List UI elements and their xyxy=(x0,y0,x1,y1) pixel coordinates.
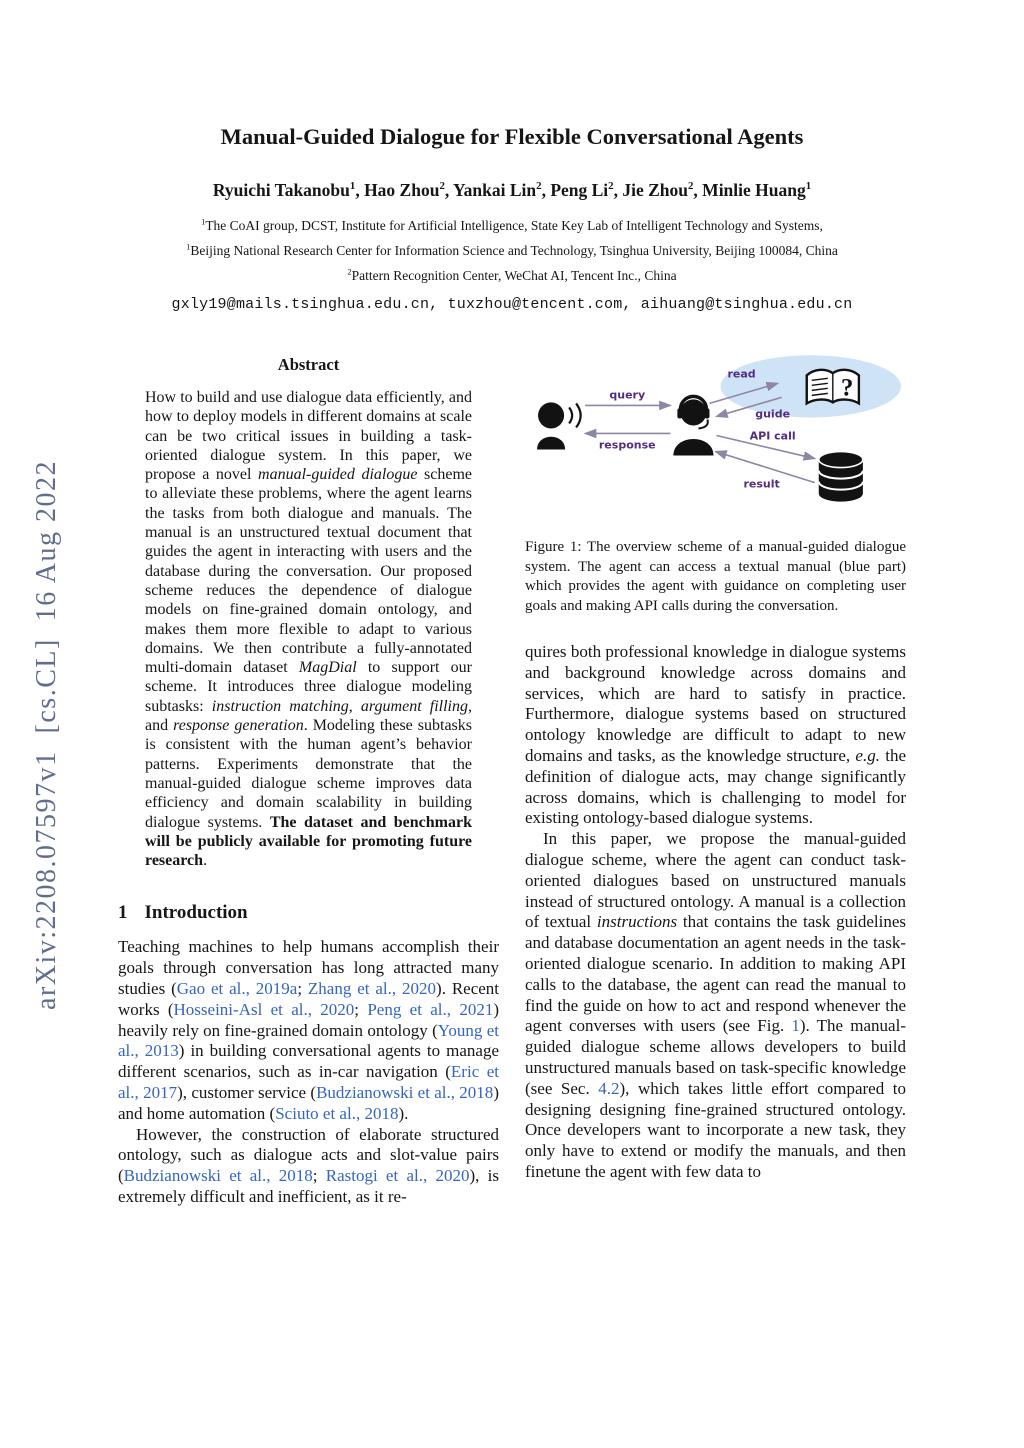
text-segment: 2 xyxy=(688,180,694,193)
text-segment: quires both professional knowledge in dialogue systems and background knowledge across domains and services, which are hard to satisfy in practice. Furthermore, dialogue systems based on structured ontology knowledge are difficult to adapt to new domains and tasks, as the knowledge structure, xyxy=(525,642,906,765)
affiliations-block xyxy=(0,213,1024,288)
citation-link[interactable]: Budzianowski et al., 2018 xyxy=(316,1083,494,1102)
text-segment: , Yankai Lin xyxy=(444,180,537,200)
text-segment: ; xyxy=(312,1166,326,1186)
guide-label: guide xyxy=(755,407,791,421)
abstract-text xyxy=(118,388,499,870)
text-segment: manual-guided dialogue xyxy=(258,466,418,484)
text-segment: Pattern Recognition Center, WeChat AI, Tencent Inc., China xyxy=(351,268,677,283)
user-icon xyxy=(537,402,581,449)
right-column xyxy=(525,355,906,1183)
citation-link[interactable]: 4.2 xyxy=(598,1078,620,1098)
text-segment: Ryuichi Takanobu xyxy=(212,180,350,200)
text-segment: , Jie Zhou xyxy=(613,180,688,200)
paper-header xyxy=(0,0,1024,313)
paper-title: Manual-Guided Dialogue for Flexible Conversational Agents xyxy=(220,124,804,149)
api-call-label: API call xyxy=(749,429,796,443)
text-segment: 1 xyxy=(186,242,191,252)
arxiv-watermark: arXiv:2208.07597v1 [cs.CL] 16 Aug 2022 xyxy=(31,460,62,1010)
section-number: 1 xyxy=(118,902,128,924)
affiliation-line xyxy=(0,238,1024,263)
citation-link[interactable]: Hosseini-Asl et al., 2020 xyxy=(173,999,355,1019)
section-title: Introduction xyxy=(144,902,248,924)
text-segment: . xyxy=(203,852,208,870)
text-segment: In this paper, we propose the manual-guided dialogue scheme, where the agent can conduct task-oriented dialogues based on unstructured manuals instead of structured ontology. A manual is a collection of textual xyxy=(525,829,906,932)
citation-link[interactable]: Young et al., 2013 xyxy=(118,1020,499,1061)
right-column-paragraph-2 xyxy=(525,829,906,1183)
text-segment: ) heavily rely on fine-grained domain ontology ( xyxy=(118,999,499,1040)
two-column-body xyxy=(0,355,1024,1208)
text-segment: scheme to alleviate these problems, where the agent learns the tasks from both dialogue and manuals. The manual is an unstructured textual document that guides the agent in interacting with users and the database during the conversation. Our proposed scheme reduces the dependence of dialogue models on fine-grained domain ontology, and makes them more flexible to adapt to various domains. We then contribute a fully-annotated multi-domain dataset xyxy=(145,466,472,677)
text-segment: , and xyxy=(145,697,472,735)
agent-icon xyxy=(673,396,713,455)
abstract-heading: Abstract xyxy=(277,355,340,374)
intro-paragraph-2 xyxy=(118,1125,499,1208)
text-segment: However, the construction of elaborate structured ontology, such as dialogue acts and slot-value pairs ( xyxy=(118,1124,499,1186)
text-segment: instruction matching xyxy=(211,697,349,715)
question-mark-glyph: ? xyxy=(840,374,854,402)
citation-link[interactable]: Eric et al., 2017 xyxy=(118,1062,499,1102)
text-segment: The dataset and benchmark will be publicly available for promoting future research xyxy=(145,813,472,870)
author-emails: gxly19@mails.tsinghua.edu.cn, tuxzhou@tencent.com, aihuang@tsinghua.edu.cn xyxy=(171,296,853,313)
left-column xyxy=(118,355,499,1208)
text-segment: ) and home automation ( xyxy=(118,1083,499,1123)
text-segment: ), which takes little effort compared to designing designing fine-grained structured ontology. Once developers want to incorporate a new task, they only have to extend or modify the manuals, and then finetune the agent with few data to xyxy=(525,1078,906,1181)
text-segment: . Modeling these subtasks is consistent with the human agent’s behavior patterns. Experiments demonstrate that the manual-guided dialogue scheme improves data efficiency and domain scalability in building dialogue systems. xyxy=(145,717,472,831)
text-segment: e.g. xyxy=(855,745,880,765)
text-segment: The CoAI group, DCST, Institute for Artificial Intelligence, State Key Lab of Intelligent Technology and Systems, xyxy=(205,218,823,233)
text-segment: MagDial xyxy=(298,659,357,677)
text-segment: How to build and use dialogue data efficiently, and how to deploy models in different domains at scale can be two critical issues in building a task-oriented dialogue system. In this paper, we propose a novel xyxy=(145,389,472,484)
text-segment: ; xyxy=(354,999,368,1019)
citation-link[interactable]: Sciuto et al., 2018 xyxy=(275,1103,399,1123)
figure-1-diagram xyxy=(525,355,906,526)
text-segment: , Hao Zhou xyxy=(355,180,440,200)
text-segment: the definition of dialogue acts, may change significantly across domains, which is challenging to model for existing ontology-based dialogue systems. xyxy=(525,745,906,828)
affiliation-line xyxy=(0,213,1024,238)
text-segment: Teaching machines to help humans accomplish their goals through conversation has long attracted many studies ( xyxy=(118,937,499,999)
authors-line xyxy=(0,180,1024,201)
text-segment: instructions xyxy=(596,912,678,932)
citation-link[interactable]: Gao et al., 2019a xyxy=(176,979,298,999)
text-segment: ; xyxy=(297,979,308,999)
text-segment: argument filling xyxy=(360,697,468,715)
database-icon xyxy=(819,452,863,502)
text-segment: ), is extremely difficult and inefficient, as it re- xyxy=(118,1166,500,1206)
read-label: read xyxy=(727,367,756,381)
affiliation-line xyxy=(0,263,1024,288)
text-segment: , xyxy=(348,697,361,715)
text-segment: 1 xyxy=(805,180,812,193)
response-label: response xyxy=(598,438,656,452)
result-label: result xyxy=(743,477,780,491)
text-segment: ). xyxy=(398,1103,409,1123)
text-segment: 2 xyxy=(608,180,614,193)
text-segment: , Peng Li xyxy=(541,180,609,200)
text-segment: ). The manual-guided dialogue scheme allows developers to build unstructured manuals based on task-specific knowledge (see Sec. xyxy=(525,1016,906,1098)
figure-1-caption: Figure 1: The overview scheme of a manual-guided dialogue system. The agent can access a textual manual (blue part) which provides the agent with guidance on completing user goals and making API calls during the conversation. xyxy=(525,539,906,614)
text-segment: that contains the task guidelines and database documentation an agent needs in the task-oriented dialogue scenario. In addition to making API calls to the database, the agent can read the manual to find the guide on how to act and respond whenever the agent converses with users (see Fig. xyxy=(525,912,906,1036)
text-segment: 2 xyxy=(439,180,445,193)
text-segment: ). Recent works ( xyxy=(118,979,500,1019)
text-segment: , Minlie Huang xyxy=(693,180,806,200)
citation-link[interactable]: Rastogi et al., 2020 xyxy=(325,1166,470,1186)
manual-book-icon xyxy=(807,370,859,404)
text-segment: 1 xyxy=(349,180,356,193)
text-segment: Beijing National Research Center for Information Science and Technology, Tsinghua University, Beijing 100084, China xyxy=(190,243,838,258)
figure-1 xyxy=(525,355,906,616)
citation-link[interactable]: Peng et al., 2021 xyxy=(367,999,494,1019)
citation-link[interactable]: Zhang et al., 2020 xyxy=(307,979,437,999)
section-heading-introduction xyxy=(118,902,499,924)
citation-link[interactable]: 1 xyxy=(791,1016,800,1036)
right-column-paragraph-1 xyxy=(525,642,906,829)
text-segment: 2 xyxy=(347,267,352,277)
text-segment: 2 xyxy=(536,180,542,193)
query-label: query xyxy=(609,388,646,402)
text-segment: response generation xyxy=(173,717,304,735)
text-segment: ) in building conversational agents to manage different scenarios, such as in-car navigation ( xyxy=(118,1041,499,1082)
text-segment: 1 xyxy=(201,217,206,227)
intro-paragraph-1 xyxy=(118,937,499,1124)
text-segment: to support our scheme. It introduces three dialogue modeling subtasks: xyxy=(145,659,472,715)
citation-link[interactable]: Budzianowski et al., 2018 xyxy=(123,1166,313,1186)
text-segment: ), customer service ( xyxy=(177,1083,317,1102)
abstract-section xyxy=(118,355,499,870)
